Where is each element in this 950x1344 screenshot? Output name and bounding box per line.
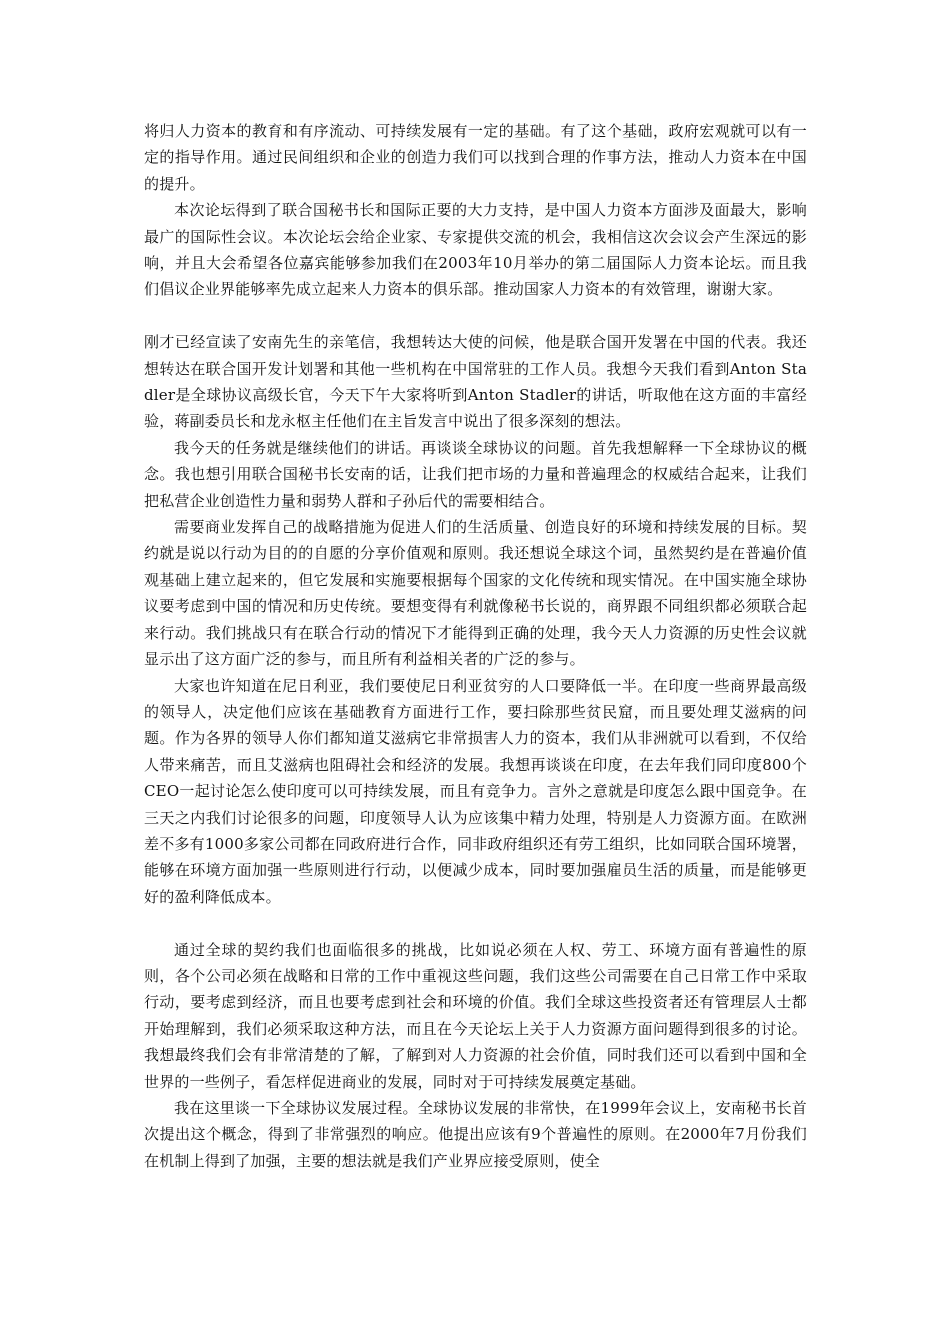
paragraph-7: 通过全球的契约我们也面临很多的挑战，比如说必须在人权、劳工、环境方面有普遍性的原则，各个公司必须在战略和日常的工作中重视这些问题，我们这些公司需要在自己日常工作中采取行动，要考虑到经济，而且也要考虑到社会和环境的价值。我们全球这些投资者还有管理层人士都开始理解到，我们必须采取这种方法，而且在今天论坛上关于人力资源方面问题得到很多的讨论。我想最终我们会有非常清楚的了解，了解到对人力资源的社会价值，同时我们还可以看到中国和全世界的一些例子，看怎样促进商业的发展，同时对于可持续发展奠定基础。 [144, 940, 807, 1091]
paragraph-gap [144, 303, 807, 329]
paragraph-2: 本次论坛得到了联合国秘书长和国际正要的大力支持，是中国人力资本方面涉及面最大，影响最广的国际性会议。本次论坛会给企业家、专家提供交流的机会，我相信这次会议会产生深远的影响，并且大会希望各位嘉宾能够参加我们在2003年10月举办的第二届国际人力资本论坛。而且我们倡议企业界能够率先成立起来人力资本的俱乐部。推动国家人力资本的有效管理，谢谢大家。 [144, 201, 807, 299]
paragraph-6: 大家也许知道在尼日利亚，我们要使尼日利亚贫穷的人口要降低一半。在印度一些商界最高级的领导人，决定他们应该在基础教育方面进行工作，要扫除那些贫民窟，而且要处理艾滋病的问题。作为各界的领导人你们都知道艾滋病它非常损害人力的资本，我们从非洲就可以看到，不仅给人带来痛苦，而且艾滋病也阻碍社会和经济的发展。我想再谈谈在印度，在去年我们同印度800个CEO一起讨论怎么使印度可以可持续发展，而且有竞争力。言外之意就是印度怎么跟中国竞争。在三天之内我们讨论很多的问题，印度领导人认为应该集中精力处理，特别是人力资源方面。在欧洲差不多有1000多家公司都在同政府进行合作，同非政府组织还有劳工组织，比如同联合国环境署，能够在环境方面加强一些原则进行行动，以便减少成本，同时要加强雇员生活的质量，而是能够更好的盈利降低成本。 [144, 676, 807, 906]
paragraph-8: 我在这里谈一下全球协议发展过程。全球协议发展的非常快，在1999年会议上，安南秘书长首次提出这个概念，得到了非常强烈的响应。他提出应该有9个普遍性的原则。在2000年7月份我们在机制上得到了加强，主要的想法就是我们产业界应接受原则，使全 [144, 1099, 807, 1170]
paragraph-4: 我今天的任务就是继续他们的讲话。再谈谈全球协议的问题。首先我想解释一下全球协议的概念。我也想引用联合国秘书长安南的话，让我们把市场的力量和普遍理念的权威结合起来，让我们把私营企业创造性力量和弱势人群和子孙后代的需要相结合。 [144, 438, 807, 510]
paragraph-gap [144, 910, 807, 936]
paragraph-1: 将归人力资本的教育和有序流动、可持续发展有一定的基础。有了这个基础，政府宏观就可以有一定的指导作用。通过民间组织和企业的创造力我们可以找到合理的作事方法，推动人力资本在中国的提升。 [144, 122, 807, 193]
paragraph-5: 需要商业发挥自己的战略措施为促进人们的生活质量、创造良好的环境和持续发展的目标。契约就是说以行动为目的的自愿的分享价值观和原则。我还想说全球这个词，虽然契约是在普遍价值观基础上建立起来的，但它发展和实施要根据每个国家的文化传统和现实情况。在中国实施全球协议要考虑到中国的情况和历史传统。要想变得有利就像秘书长说的，商界跟不同组织都必须联合起来行动。我们挑战只有在联合行动的情况下才能得到正确的处理，我今天人力资源的历史性会议就显示出了这方面广泛的参与，而且所有利益相关者的广泛的参与。 [144, 518, 807, 669]
paragraph-3: 刚才已经宣读了安南先生的亲笔信，我想转达大使的问候，他是联合国开发署在中国的代表。我还想转达在联合国开发计划署和其他一些机构在中国常驻的工作人员。我想今天我们看到Anton Stadler是全球协议高级长官，今天下午大家将听到Anton Stadler的讲话，听取他在这方面的丰富经验，蒋副委员长和龙永枢主任他们在主旨发言中说出了很多深刻的想法。 [144, 333, 807, 431]
document-page [144, 118, 807, 1174]
